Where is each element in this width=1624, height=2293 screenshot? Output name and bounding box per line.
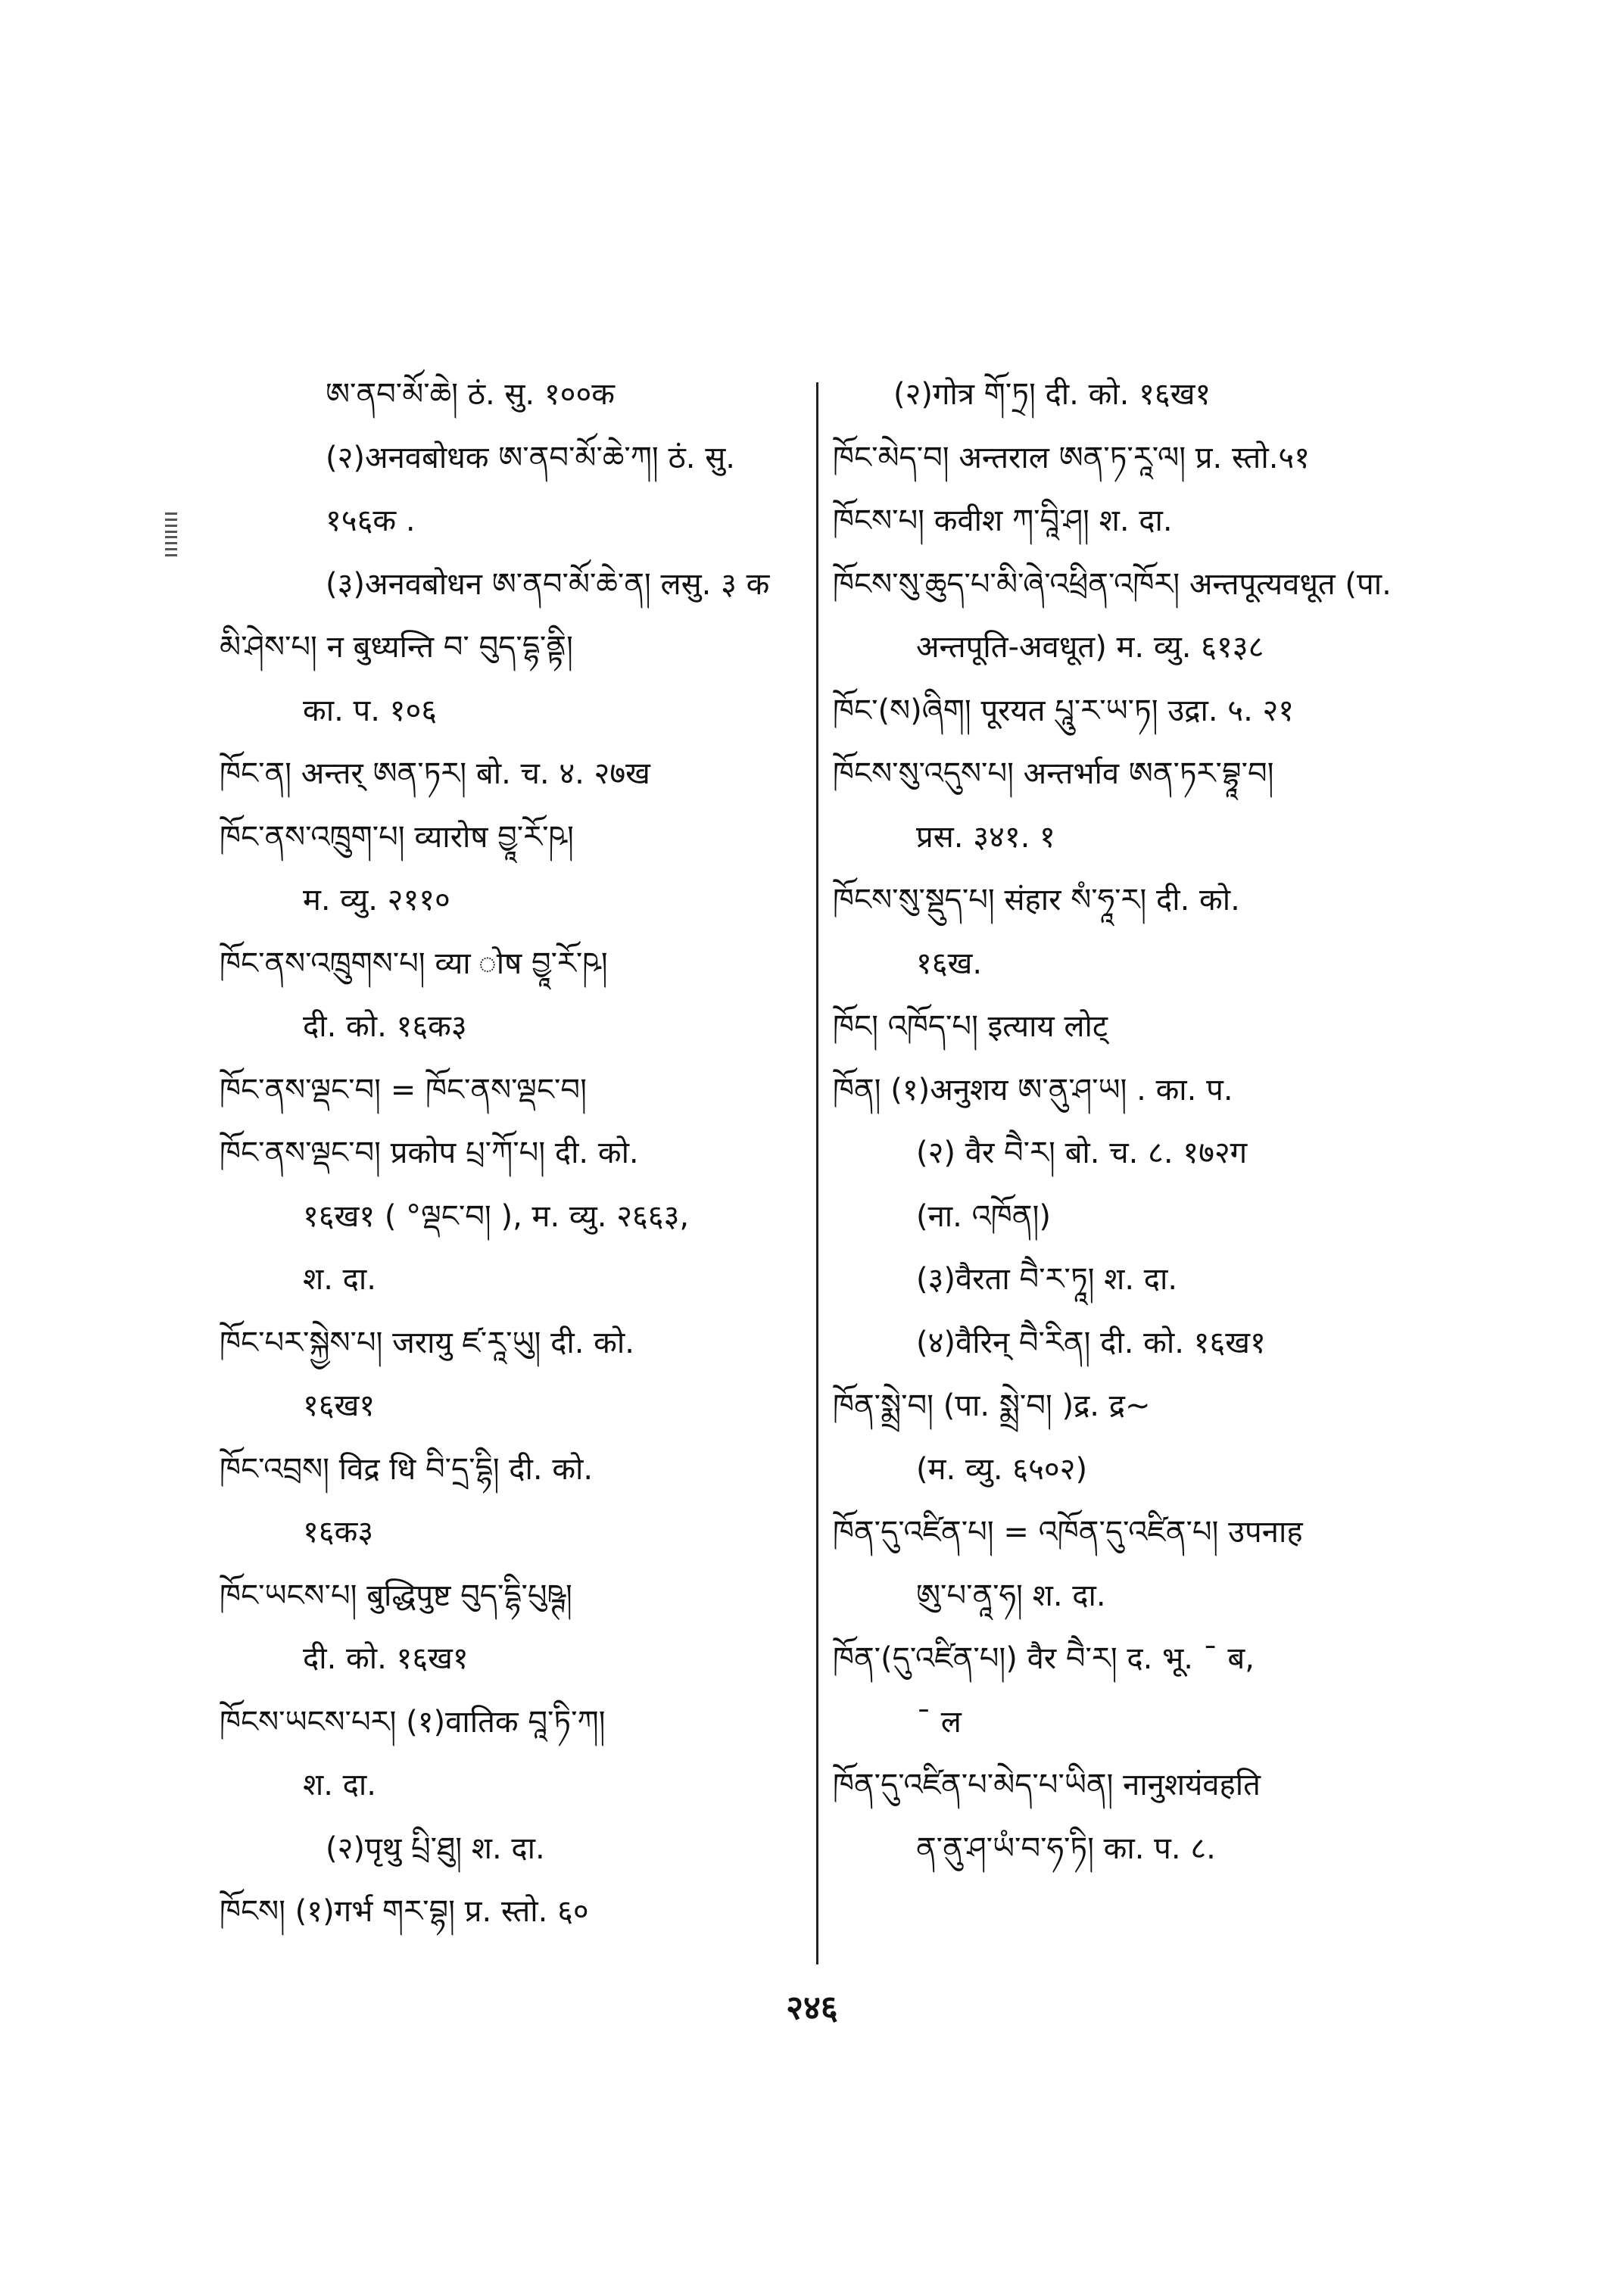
margin-mark <box>165 512 177 556</box>
entry-line: १६ख१ ( °ལྡང་བ། ), म. व्यु. २६६३, <box>303 1198 690 1234</box>
entry-line: (२)अनवबोधक ཨ་ནབ་མོ་ཆེ་ཀ། ठं. सु. <box>326 440 735 475</box>
entry-line: ཁོང་ཡངས་པ། बुद्धिपुष्ट བུད་དྷི་པུཥྚ། <box>220 1578 572 1613</box>
entry-line: दी. को. १६क३ <box>303 1009 467 1044</box>
entry-line: ཁོང་འབྲས། विद्र धि བི་དྲ་དྷི། दी. को. <box>220 1451 594 1487</box>
entry-line: श. दा. <box>303 1768 376 1802</box>
column-divider <box>816 382 818 1964</box>
entry-line: ཁོན་སྨྲེ་བ། (पा. སྨྲེ་བ། )द्र. द्र~ <box>833 1388 1151 1423</box>
entry-line: ཁོང་པར་སྐྱེས་པ། जरायु ཛ་རཱ་ཡུ། दी. को. <box>220 1325 634 1360</box>
entry-line: अन्तपूति-अवधूत) म. व्यु. ६१३८ <box>916 630 1264 665</box>
entry-line: ཁོངས་སུ་སྡུད་པ། संहार སཾ་ཧཱ་ར། दी. को. <box>833 883 1240 918</box>
entry-line: ཁོངས་པ། कवीश ཀ་བཱི་ཤ། श. दा. <box>833 503 1173 538</box>
entry-line: ཁོང་ནས་འཁྲུགས་པ། व्या ोष བྱཱ་རོ་ཥ། <box>220 946 608 981</box>
entry-line: म. व्यु. २११० <box>303 883 450 918</box>
entry-line: (२)पृथु པྲི་ཐུ། श. दा. <box>326 1830 545 1866</box>
entry-line: १६ख१ <box>303 1388 376 1423</box>
entry-line: १६क३ <box>303 1515 374 1550</box>
entry-line: प्रस. ३४१. १ <box>916 819 1055 855</box>
entry-line: (२)गोत्र གོ་ཏྲ། दी. को. १६ख१ <box>893 377 1211 412</box>
entry-line: ¯ ल <box>916 1704 962 1740</box>
entry-line: མི་ཤེས་པ། न बुध्यन्ति བ་ བུད་དྷ་ནྟི། <box>220 630 573 665</box>
entry-line: ཁོངས་ཡངས་པར། (१)वातिक བཱ་ཏི་ཀ། <box>220 1704 606 1740</box>
entry-line: (२) वैर བཻ་ར། बो. च. ८. १७२ग <box>916 1136 1248 1170</box>
entry-line: (४)वैरिन् བཻ་རིན། दी. को. १६ख१ <box>916 1325 1266 1360</box>
entry-line: ཁོན། (१)अनुशय ཨ་ནུ་ཤ་ཡ། . का. प. <box>833 1072 1233 1108</box>
entry-line: ཁོང་ནས་ལྡང་བ། प्रकोप པྲ་ཀོ་པ། दी. को. <box>220 1136 639 1170</box>
entry-line: ཨུ་པ་ནཱ་ཧ། श. दा. <box>916 1578 1106 1613</box>
entry-line: ཁོངས་སུ་ཆུད་པ་མི་ཞེ་འཕྲིན་འཁོར། अन्तपूत्यवधूत (पा. <box>833 566 1392 602</box>
entry-line: (म. व्यु. ६५०२) <box>916 1451 1088 1487</box>
entry-line: ཁོངས། (१)गर्भ གར་བྷ། प्र. स्तो. ६० <box>220 1894 589 1929</box>
entry-line: ཨ་ནབ་མོ་ཆེ། ठं. सु. १००क <box>326 377 615 412</box>
entry-line: १५६क . <box>326 503 416 538</box>
entry-line: ན་ནུ་ཤ་ཡཾ་བ་ཧ་ཏི། का. प. ८. <box>916 1830 1216 1866</box>
page-number: २४६ <box>786 1989 838 2027</box>
entry-line: ཁོང་(ས)ཞིག། पूरयत པཱུ་ར་ཡ་ཏ། उद्रा. ५. २१ <box>833 693 1295 728</box>
entry-line: दी. को. १६ख१ <box>303 1641 469 1676</box>
entry-line: (३)वैरता བཻ་ར་ཏཱ། श. दा. <box>916 1262 1178 1297</box>
entry-line: (३)अनवबोधन ཨ་ནབ་མོ་ཆེ་ན། लसु. ३ क <box>326 566 770 602</box>
entry-line: ཁོན་དུ་འཛིན་པ་མེད་པ་ཡིན། नानुशयंवहति <box>833 1768 1261 1802</box>
entry-line: (ना. འཁོན།) <box>916 1198 1051 1234</box>
entry-line: ཁོང་ནས་ལྡང་བ། = ཁོང་ནས་ལྡང་བ། <box>220 1072 587 1108</box>
entry-line: ཁོང་མེད་བ། अन्तराल ཨན་ཏ་རཱ་ལ། प्र. स्तो.५१ <box>833 440 1311 475</box>
entry-line: ཁོང་ནས་འཁྲུག་པ། व्यारोष བྱཱ་རོ་ཥ། <box>220 819 574 855</box>
entry-line: ཁོངས་སུ་འདུས་པ། अन्तर्भाव ཨན་ཏར་བྷཱ་བ། <box>833 756 1274 791</box>
entry-line: ཁོན་(དུ་འཛིན་པ།) वैर བཻ་ར། द. भू. ¯ ब, <box>833 1641 1255 1676</box>
entry-line: १६ख. <box>916 946 983 981</box>
entry-line: ཁོང། འཁོད་པ། इत्याय लोट् <box>833 1009 1108 1044</box>
entry-line: श. दा. <box>303 1262 376 1297</box>
entry-line: ཁོང་ན། अन्तर् ཨན་ཏར། बो. च. ४. २७ख <box>220 756 650 791</box>
entry-line: ཁོན་དུ་འཛིན་པ། = འཁོན་དུ་འཛིན་པ། उपनाह <box>833 1515 1303 1550</box>
entry-line: का. प. १०६ <box>303 693 438 728</box>
